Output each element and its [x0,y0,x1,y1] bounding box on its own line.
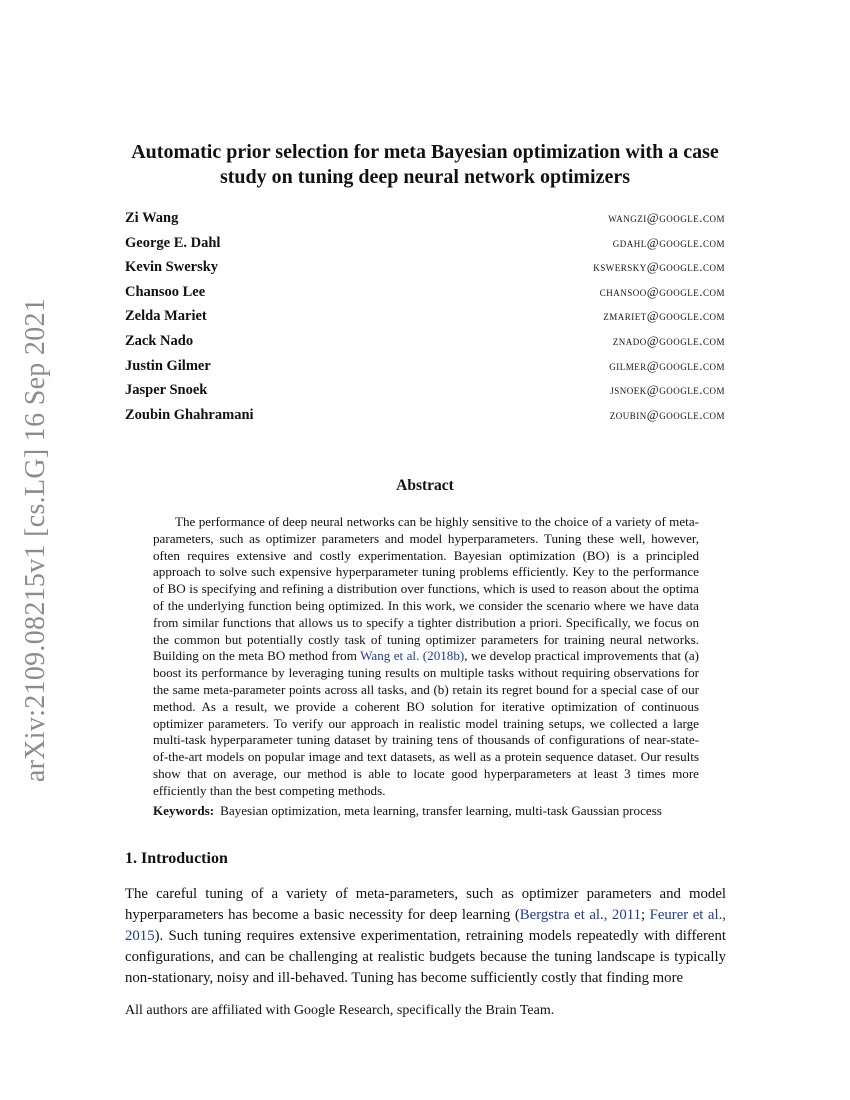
citation-link-feurer[interactable]: Feurer et al., 2015 [125,906,726,944]
citation-link-bergstra[interactable]: Bergstra et al., 2011 [519,906,641,923]
author-name: Zi Wang [125,210,179,226]
affiliation-footnote: All authors are affiliated with Google Research, specifically the Brain Team. [125,1003,555,1018]
author-email[interactable]: wangzi@google.com [608,210,725,225]
author-row [125,358,725,383]
author-row [125,333,725,358]
author-name: Justin Gilmer [125,357,211,374]
paper-title: Automatic prior selection for meta Bayesian optimization with a case study on tuning deep neural network optimizers [131,141,719,188]
author-row [125,235,725,260]
author-email[interactable]: gilmer@google.com [609,357,725,373]
citation-author: Wang et al. [360,648,420,664]
abstract-heading: Abstract [396,477,454,494]
citation-year: 2018b [427,648,460,664]
author-email[interactable]: gdahl@google.com [612,234,725,250]
author-email[interactable]: chansoo@google.com [599,283,725,299]
author-row [125,308,725,333]
citation-link-wang[interactable]: Wang et al. (2018b) [360,648,465,664]
author-name: Zoubin Ghahramani [125,406,254,423]
author-row [125,210,725,235]
author-name: Zack Nado [125,332,194,349]
author-email[interactable]: kswersky@google.com [593,259,725,275]
keywords-text: Bayesian optimization, meta learning, transfer learning, multi-task Gaussian process [220,803,662,818]
keywords-label: Keywords: [153,803,215,818]
author-list [125,210,725,431]
abstract-text-part-1: The performance of deep neural networks can be highly sensitive to the choice of a variety of meta-parameters, such as optimizer parameters and model hyperparameters. Tuning these well, however, often requires extensive and costly experimentation. Bayesian optimization (BO) is a principled approach to solve such expensive hyperparameter tuning problems efficiently. Key to the performance of BO is specifying and refining a distribution over functions, which is used to reason about the optima of the underlying function being optimized. In this work, we consider the scenario where we have data from similar functions that allows us to specify a tighter distribution a priori. Specifically, we focus on the common but potentially costly task of tuning optimizer parameters for training neural networks. Building on the meta BO method from [153,514,699,664]
author-name: Chansoo Lee [125,283,206,300]
author-name: Zelda Mariet [125,308,207,325]
abstract-text [153,514,699,800]
author-row [125,407,725,432]
author-row [125,382,725,407]
citation-separator: ; [640,906,650,923]
intro-text-part-1: The careful tuning of a variety of meta-parameters, such as optimizer parameters and model hyperparameters has become a basic necessity for deep learning ( [125,886,726,923]
author-row [125,284,725,309]
abstract-text-part-2: , we develop practical improvements that (a) boost its performance by leveraging tuning results on multiple tasks without requiring observations for the same meta-parameter points across all tasks, and (b) retain its regret bound for a special case of our method. As a result, we provide a coherent BO solution for iterative optimization of continuous optimizer parameters. To verify our approach in realistic model training setups, we collected a large multi-task hyperparameter tuning dataset by training tens of thousands of configurations of near-state-of-the-art models on popular image and text datasets, as well as a protein sequence dataset. Our results show that on average, our method is able to locate good hyperparameters at least 3 times more efficiently than the best competing methods. [153,648,699,798]
intro-text-part-2: ). Such tuning requires extensive experimentation, retraining models repeatedly with different configurations, and can be challenging at realistic budgets because the tuning landscape is typically non-stationary, noisy and ill-behaved. Tuning has become sufficiently costly that finding more [125,927,726,986]
section-heading-introduction: 1. Introduction [125,850,228,867]
author-name: Jasper Snoek [125,382,208,399]
author-email[interactable]: znado@google.com [612,332,725,348]
author-name: Kevin Swersky [125,259,219,276]
author-email[interactable]: zmariet@google.com [603,308,725,324]
keywords [153,803,713,819]
arxiv-identifier: arXiv:2109.08215v1 [cs.LG] 16 Sep 2021 [20,297,51,783]
author-row [125,259,725,284]
introduction-text [125,884,726,989]
author-email[interactable]: jsnoek@google.com [610,382,725,398]
author-email[interactable]: zoubin@google.com [609,406,725,422]
author-name: George E. Dahl [125,234,221,251]
